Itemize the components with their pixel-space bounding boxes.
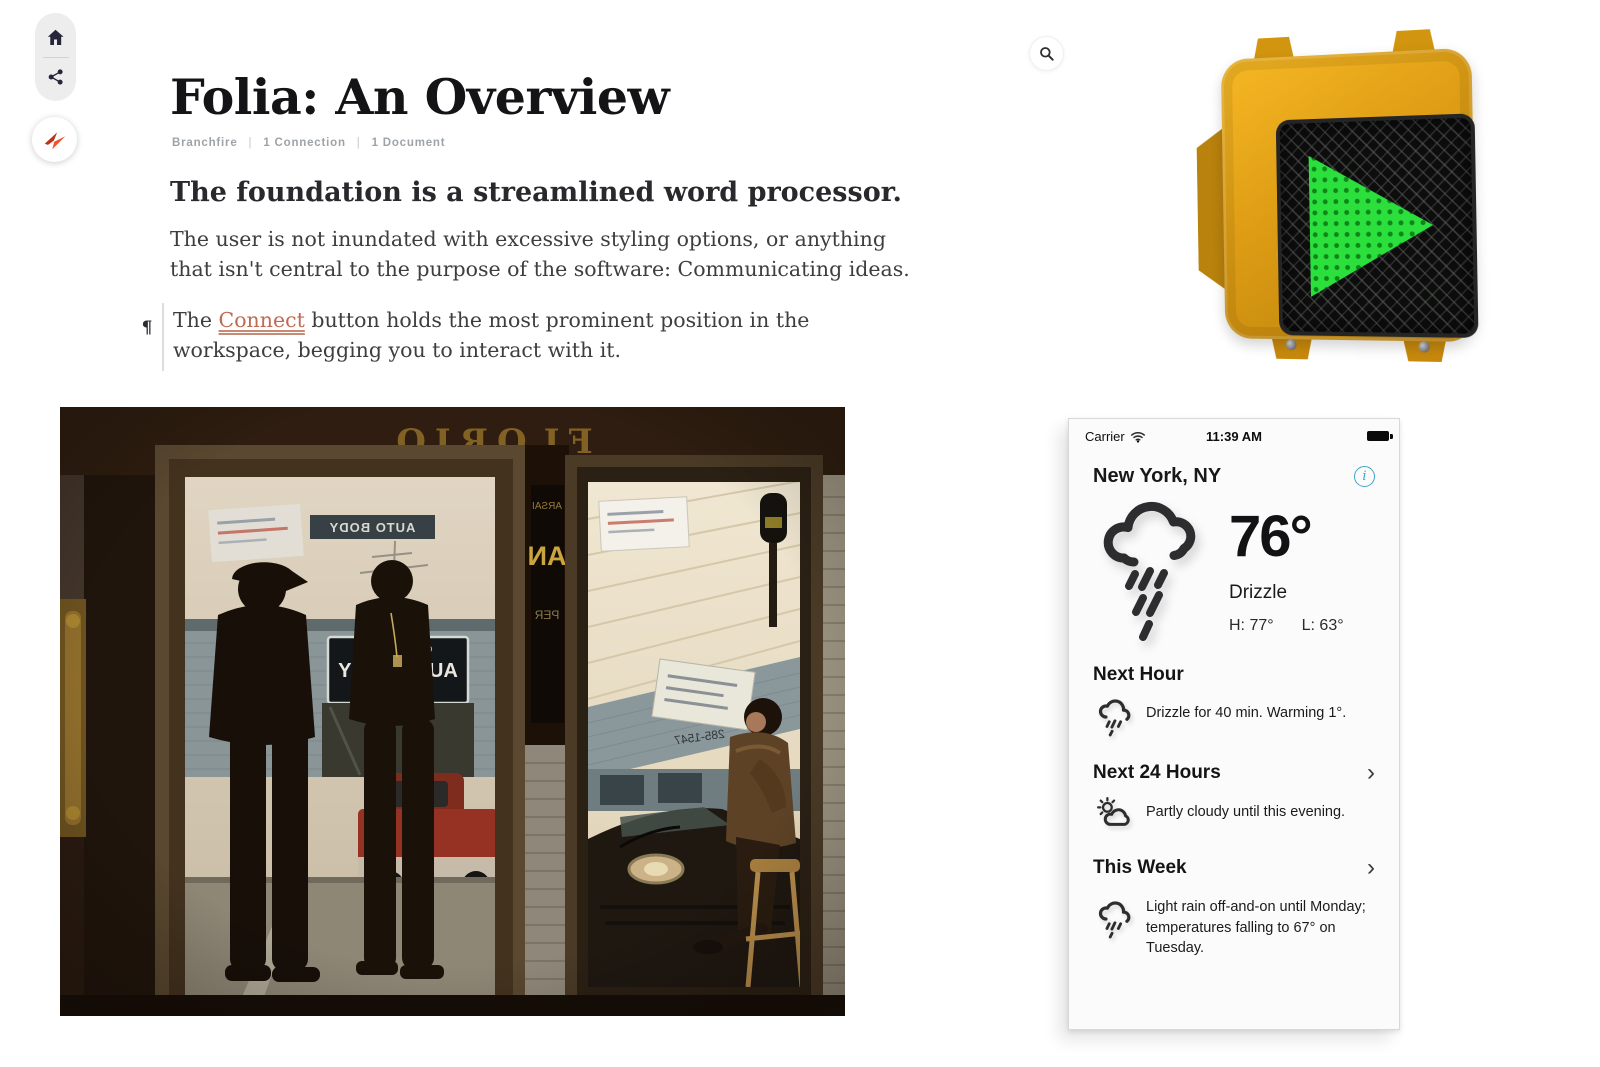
connect-link[interactable]: Connect bbox=[218, 308, 305, 332]
location-label: New York, NY bbox=[1093, 465, 1222, 487]
section-this-week bbox=[1093, 856, 1375, 880]
section-title: Next 24 Hours bbox=[1093, 762, 1221, 783]
folia-logo[interactable] bbox=[32, 117, 77, 162]
section-heading: The foundation is a streamlined word processor. bbox=[170, 177, 902, 208]
search-button[interactable] bbox=[1029, 36, 1064, 71]
condition-label: Drizzle bbox=[1229, 582, 1288, 603]
speaker-image bbox=[1193, 9, 1502, 373]
carrier-label: Carrier bbox=[1085, 428, 1125, 444]
section-title: Next Hour bbox=[1093, 664, 1184, 685]
low-temp: L: 63° bbox=[1301, 617, 1344, 634]
high-low bbox=[1229, 617, 1344, 635]
temperature: 76° bbox=[1229, 504, 1311, 569]
status-time: 11:39 AM bbox=[1206, 428, 1262, 444]
screw bbox=[1286, 339, 1297, 350]
this-week-text: Light rain off-and-on until Monday; temperatures falling to 67° on Tuesday. bbox=[1146, 899, 1366, 957]
annotation-text bbox=[162, 303, 873, 371]
section-title: This Week bbox=[1093, 857, 1187, 878]
home-icon bbox=[45, 27, 66, 48]
screw bbox=[1419, 341, 1430, 352]
meta-author[interactable]: Branchfire bbox=[172, 137, 238, 149]
meta-separator: | bbox=[248, 137, 253, 149]
rain-cloud-icon bbox=[1095, 697, 1133, 737]
annotation-post: button holds the most prominent position in the workspace, begging you to interact with it. bbox=[173, 308, 810, 362]
breadcrumb bbox=[172, 137, 445, 149]
home-button[interactable] bbox=[44, 26, 68, 50]
meta-connections[interactable]: 1 Connection bbox=[263, 137, 346, 149]
annotation-pre: The bbox=[173, 308, 219, 332]
rain-cloud-icon bbox=[1091, 494, 1215, 646]
street-photo-art bbox=[60, 407, 845, 1016]
chevron-right-icon[interactable]: › bbox=[1367, 759, 1375, 786]
section-next-hour bbox=[1093, 664, 1375, 686]
sidebar-toolbar bbox=[35, 13, 76, 101]
body-paragraph: The user is not inundated with excessive styling options, or anything that isn't central to the purpose of the software: Communicating ideas. bbox=[170, 227, 910, 281]
share-button[interactable] bbox=[44, 65, 68, 89]
this-week-row bbox=[1095, 891, 1375, 959]
info-icon[interactable]: i bbox=[1354, 466, 1375, 487]
next-24-hours-row bbox=[1095, 796, 1375, 830]
green-play-arrow bbox=[1309, 149, 1437, 300]
next-hour-text: Drizzle for 40 min. Warming 1°. bbox=[1146, 705, 1347, 721]
speaker-body bbox=[1221, 48, 1477, 343]
street-photo bbox=[60, 407, 845, 1016]
meta-separator: | bbox=[356, 137, 361, 149]
meta-documents[interactable]: 1 Document bbox=[371, 137, 446, 149]
high-temp: H: 77° bbox=[1229, 617, 1274, 634]
next-24-hours-text: Partly cloudy until this evening. bbox=[1146, 804, 1346, 820]
partly-cloudy-icon bbox=[1095, 796, 1133, 830]
share-icon bbox=[47, 68, 65, 86]
rain-cloud-icon bbox=[1095, 899, 1133, 939]
annotated-paragraph bbox=[140, 303, 873, 371]
search-icon bbox=[1038, 45, 1055, 62]
status-bar bbox=[1069, 419, 1399, 449]
folia-logo-icon bbox=[42, 127, 68, 153]
page-title: Folia: An Overview bbox=[170, 68, 670, 126]
section-next-24-hours bbox=[1093, 761, 1375, 785]
toolbar-divider bbox=[43, 57, 69, 58]
weather-widget bbox=[1068, 418, 1400, 1030]
chevron-right-icon[interactable]: › bbox=[1367, 854, 1375, 881]
speaker-grille bbox=[1276, 113, 1479, 338]
pilcrow-marker[interactable]: ¶ bbox=[141, 318, 153, 338]
battery-icon bbox=[1367, 431, 1389, 441]
current-conditions bbox=[1091, 494, 1375, 646]
next-hour-row bbox=[1095, 697, 1375, 737]
